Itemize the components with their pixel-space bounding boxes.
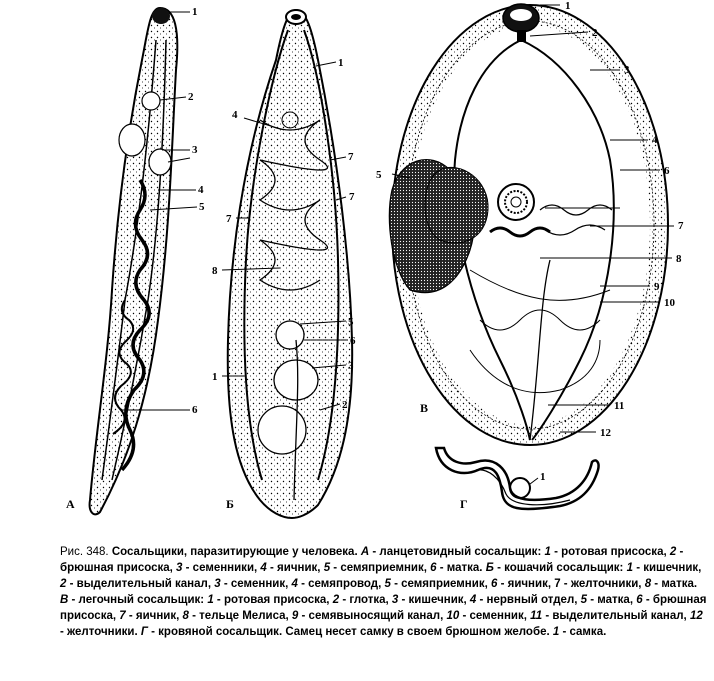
caption-v-letter: В bbox=[60, 594, 69, 606]
caption-a-num-1: 1 bbox=[544, 546, 551, 558]
caption-v-item-8: - тельце Мелиса, bbox=[192, 610, 289, 622]
caption-b-item-3: - семенник, bbox=[223, 578, 289, 590]
label-b-2: 2 bbox=[342, 399, 348, 411]
caption-v-num-8: 8 bbox=[182, 610, 189, 622]
caption-v-item-3: - кишечник, bbox=[401, 594, 467, 606]
caption-a-num-2: 2 bbox=[669, 546, 677, 558]
label-a-5: 5 bbox=[199, 201, 205, 213]
label-b-4: 4 bbox=[232, 109, 238, 121]
caption-v-item-11: - выделительный канал, bbox=[545, 610, 687, 622]
label-v-12: 12 bbox=[600, 427, 611, 439]
label-b-7-left: 7 bbox=[226, 213, 232, 225]
label-b-5: 5 bbox=[348, 316, 354, 328]
caption-b-item-6: - яичник, 7 - желточники, bbox=[500, 578, 642, 590]
caption-v-item-10: - семенник, bbox=[462, 610, 527, 622]
caption-a-item-3: - семенники, bbox=[185, 562, 258, 574]
caption-v-num-4: 4 bbox=[469, 594, 477, 606]
caption-a-num-3: 3 bbox=[176, 562, 183, 574]
caption-figure-number: Рис. 348. bbox=[60, 546, 109, 558]
caption-b-num-2: 2 bbox=[60, 578, 67, 590]
label-v-7: 7 bbox=[678, 220, 684, 232]
caption-a-num-5: 5 bbox=[323, 562, 331, 574]
panel-g-blood-fluke bbox=[436, 448, 599, 511]
caption-v-num-1: 1 bbox=[207, 594, 214, 606]
caption-b-num-1: 1 bbox=[626, 562, 633, 574]
caption-v-num-9: 9 bbox=[291, 610, 299, 622]
caption-a-text: - ланцетовидный сосальщик: bbox=[372, 546, 542, 558]
caption-a-item-4: - яичник, bbox=[270, 562, 321, 574]
label-b-7-right-2: 7 bbox=[349, 191, 355, 203]
label-b-8: 8 bbox=[212, 265, 218, 277]
caption-a-num-4: 4 bbox=[260, 562, 267, 574]
caption-a-item-1: - ротовая присоска, bbox=[554, 546, 667, 558]
caption-b-item-8: - матка. bbox=[654, 578, 698, 590]
label-b-1-left: 1 bbox=[212, 371, 218, 383]
label-v-11: 11 bbox=[614, 400, 625, 412]
caption-g-letter: Г bbox=[140, 626, 148, 638]
caption-b-num-6: 6 bbox=[490, 578, 498, 590]
caption-v-item-4: - нервный отдел, bbox=[479, 594, 578, 606]
caption-title: Сосальщики, паразитирующие у человека. bbox=[111, 546, 358, 558]
caption-v-num-3: 3 bbox=[391, 594, 399, 606]
label-a-4: 4 bbox=[198, 184, 204, 196]
label-a-3: 3 bbox=[192, 144, 198, 156]
caption-a-letter: А bbox=[360, 546, 370, 558]
caption-v-num-11: 11 bbox=[530, 610, 543, 622]
label-v-9: 9 bbox=[654, 281, 660, 293]
label-b-6: 6 bbox=[350, 335, 356, 347]
caption-g-num-1: 1 bbox=[552, 626, 560, 638]
caption-a-num-6: 6 bbox=[430, 562, 437, 574]
caption-b-num-4: 4 bbox=[291, 578, 298, 590]
label-v-4: 4 bbox=[652, 134, 658, 146]
label-b-3: 3 bbox=[348, 360, 354, 372]
caption-b-num-5: 5 bbox=[384, 578, 391, 590]
caption-v-item-2: - глотка, bbox=[342, 594, 389, 606]
caption-a-item-2: - брюшная присоска, bbox=[60, 546, 684, 574]
caption-v-item-1: - ротовая присоска, bbox=[216, 594, 330, 606]
panel-v-letter: В bbox=[420, 401, 429, 415]
label-v-1: 1 bbox=[565, 0, 571, 12]
caption-v-item-5: - матка, bbox=[590, 594, 634, 606]
caption-v-num-6: 6 bbox=[636, 594, 643, 606]
caption-v-item-7: - яичник, bbox=[128, 610, 180, 622]
caption-b-letter: Б bbox=[485, 562, 494, 574]
caption-b-item-1: - кишечник, bbox=[636, 562, 702, 574]
caption-a-item-6: - матка. bbox=[439, 562, 483, 574]
figure-caption bbox=[60, 544, 708, 640]
panel-v-lung-fluke bbox=[376, 0, 684, 445]
caption-v-num-2: 2 bbox=[332, 594, 340, 606]
caption-v-num-10: 10 bbox=[446, 610, 460, 622]
label-v-8: 8 bbox=[676, 253, 682, 265]
label-v-10: 10 bbox=[664, 297, 675, 309]
caption-v-num-5: 5 bbox=[580, 594, 588, 606]
label-v-6: 6 bbox=[664, 165, 670, 177]
panel-a-letter: А bbox=[66, 497, 75, 511]
caption-b-num-3: 3 bbox=[214, 578, 221, 590]
label-b-1-top: 1 bbox=[338, 57, 344, 69]
panel-a-lancet-fluke bbox=[66, 6, 205, 514]
label-v-3: 3 bbox=[624, 64, 630, 76]
label-v-5: 5 bbox=[376, 169, 382, 181]
caption-v-item-12: - желточники. bbox=[60, 626, 138, 638]
caption-b-text: - кошачий сосальщик: bbox=[497, 562, 624, 574]
caption-v-num-12: 12 bbox=[689, 610, 703, 622]
caption-b-item-2: - выделительный канал, bbox=[69, 578, 212, 590]
label-a-2: 2 bbox=[188, 91, 194, 103]
caption-b-item-4: - семяпровод, bbox=[301, 578, 382, 590]
caption-b-item-5: - семяприемник, bbox=[394, 578, 488, 590]
caption-a-item-5: - семяприемник, bbox=[333, 562, 427, 574]
label-a-6: 6 bbox=[192, 404, 198, 416]
panel-b-cat-fluke bbox=[212, 10, 356, 518]
caption-v-num-7: 7 bbox=[119, 610, 126, 622]
label-g-1: 1 bbox=[540, 471, 546, 483]
caption-v-item-9: - семявыносящий канал, bbox=[301, 610, 444, 622]
label-v-2: 2 bbox=[592, 27, 598, 39]
caption-g-item-1: - самка. bbox=[562, 626, 607, 638]
panel-g-letter: Г bbox=[460, 497, 468, 511]
caption-v-text: - легочный сосальщик: bbox=[71, 594, 205, 606]
panel-b-letter: Б bbox=[226, 497, 234, 511]
label-a-1: 1 bbox=[192, 6, 198, 18]
caption-v-item-6: - брюшная присоска, bbox=[60, 594, 707, 622]
label-b-7-right: 7 bbox=[348, 151, 354, 163]
caption-b-num-8: 8 bbox=[644, 578, 652, 590]
caption-g-text: - кровяной сосальщик. Самец несет самку в своем брюшном желобе. bbox=[151, 626, 550, 638]
